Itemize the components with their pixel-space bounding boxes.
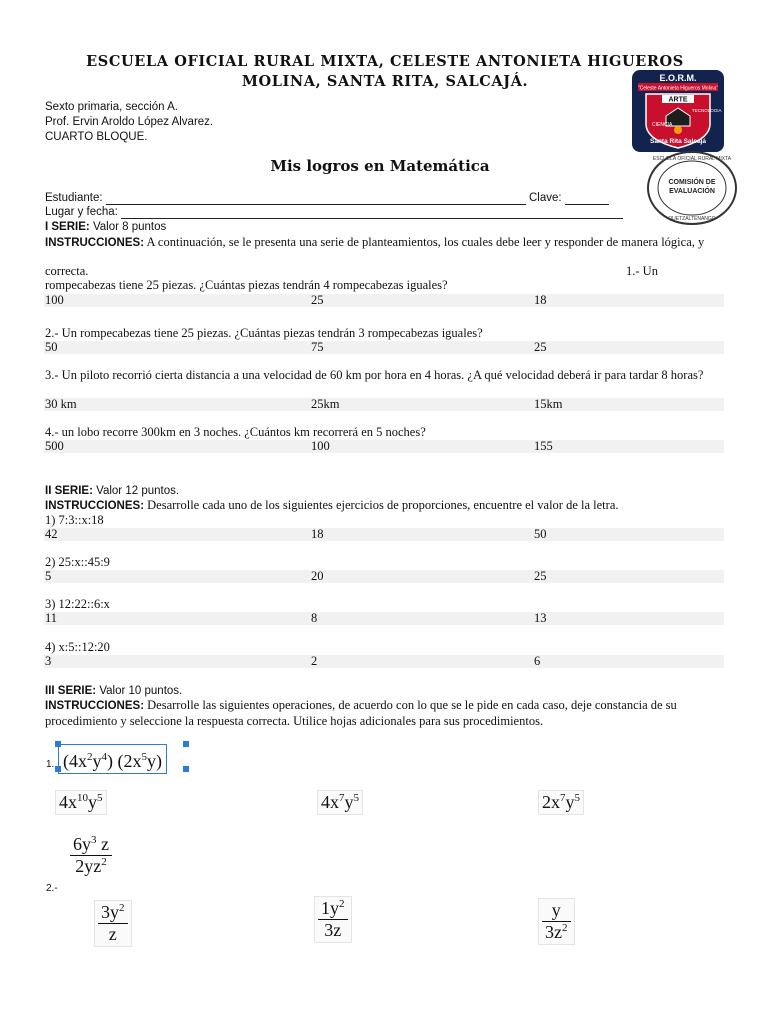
q3-option-a[interactable]: 30 km — [45, 397, 77, 411]
student-name-field[interactable] — [106, 194, 526, 205]
q1-option-c[interactable]: 18 — [534, 293, 547, 307]
stamp-ring-text: ESCUELA OFICIAL RURAL MIXTA — [652, 156, 732, 162]
q4-option-b[interactable]: 100 — [311, 439, 330, 453]
logo-right-text: TECNOLOGIA — [692, 108, 722, 113]
p1-option-a[interactable]: 42 — [45, 527, 58, 541]
place-row — [45, 205, 645, 219]
question1-prefix: 1.- Un — [626, 264, 658, 278]
serie3-heading: III SERIE: Valor 10 puntos. — [45, 685, 183, 697]
proportion1-text: 1) 7:3::x:18 — [45, 513, 104, 527]
proportion3-text: 3) 12:22::6:x — [45, 597, 110, 611]
clave-field[interactable] — [565, 194, 609, 205]
e2-option-b[interactable]: $\frac{1y^2}{3z}$ — [314, 896, 352, 943]
serie1-heading: I SERIE: Valor 8 puntos — [45, 221, 167, 233]
selection-handle-bl[interactable] — [55, 766, 61, 772]
logo-left-text: CIENCIA — [652, 122, 673, 128]
grade-line: Sexto primaria, sección A. — [45, 101, 178, 113]
q3-option-c[interactable]: 15km — [534, 397, 563, 411]
q2-option-a[interactable]: 50 — [45, 340, 58, 354]
question1-text: rompecabezas tiene 25 piezas. ¿Cuántas piezas tendrán 4 rompecabezas iguales? — [45, 278, 448, 292]
serie1-instructions-cont: correcta. — [45, 264, 89, 278]
e1-option-a[interactable]: $4x^{10}y^5$ — [55, 790, 107, 815]
e1-option-c[interactable]: $2x^7y^5$ — [538, 790, 584, 815]
p3-option-a[interactable]: 11 — [45, 611, 58, 625]
proportion2-text: 2) 25:x::45:9 — [45, 555, 110, 569]
q4-option-a[interactable]: 500 — [45, 439, 64, 453]
exercise2-label: 2.- — [46, 883, 58, 894]
block-line: CUARTO BLOQUE. — [45, 131, 148, 143]
q2-option-c[interactable]: 25 — [534, 340, 547, 354]
selection-handle-tr[interactable] — [183, 741, 189, 747]
p1-option-b[interactable]: 18 — [311, 527, 324, 541]
serie1-instructions: INSTRUCCIONES: A continuación, se le presenta una serie de planteamientos, los cuales debe leer y responder de manera lógica, y — [45, 235, 705, 249]
e2-option-a[interactable]: $\frac{3y^2}{z}$ — [94, 900, 132, 947]
selection-handle-br[interactable] — [183, 766, 189, 772]
p4-option-a[interactable]: 3 — [45, 654, 52, 668]
p4-option-b[interactable]: 2 — [311, 654, 318, 668]
stamp-center-text1: COMISIÓN DE — [668, 179, 716, 186]
evaluation-stamp — [646, 150, 738, 226]
p2-option-b[interactable]: 20 — [311, 569, 324, 583]
place-date-field[interactable] — [121, 208, 623, 219]
q2-option-b[interactable]: 75 — [311, 340, 324, 354]
proportion4-text: 4) x:5::12:20 — [45, 640, 110, 654]
teacher-line: Prof. Ervin Aroldo López Alvarez. — [45, 116, 214, 128]
school-logo — [632, 70, 724, 152]
logo-top-text: E.O.R.M. — [659, 73, 697, 83]
q3-option-b[interactable]: 25km — [311, 397, 340, 411]
student-label: Estudiante: — [45, 192, 103, 204]
logo-bottom-text: Santa Rita Salcajá — [650, 138, 706, 145]
question2-text: 2.- Un rompecabezas tiene 25 piezas. ¿Cuántas piezas tendrán 3 rompecabezas iguales? — [45, 326, 483, 340]
serie2-instructions: INSTRUCCIONES: Desarrolle cada uno de los siguientes ejercicios de proporciones, encuentre el valor de la letra. — [45, 498, 619, 512]
q4-option-c[interactable]: 155 — [534, 439, 553, 453]
p2-option-c[interactable]: 25 — [534, 569, 547, 583]
page-title: Mis logros en Matemática — [270, 157, 490, 175]
p3-option-c[interactable]: 13 — [534, 611, 547, 625]
serie2-heading: II SERIE: Valor 12 puntos. — [45, 485, 180, 497]
selection-handle-tl[interactable] — [55, 741, 61, 747]
q1-option-b[interactable]: 25 — [311, 293, 324, 307]
e1-option-b[interactable]: $4x^7y^5$ — [317, 790, 363, 815]
q1-option-a[interactable]: 100 — [45, 293, 64, 307]
p1-option-c[interactable]: 50 — [534, 527, 547, 541]
student-row — [45, 191, 645, 205]
question4-text: 4.- un lobo recorre 300km en 3 noches. ¿Cuántos km recorrerá en 5 noches? — [45, 425, 426, 439]
question3-text: 3.- Un piloto recorrió cierta distancia a una velocidad de 60 km por hora en 4 horas. ¿A qué velocidad deberá ir para tardar 8 horas? — [45, 368, 704, 382]
e2-option-c[interactable]: $\frac{y}{3z^2}$ — [538, 898, 575, 945]
p3-option-b[interactable]: 8 — [311, 611, 318, 625]
exercise1-expression: $(4x^2y^4)$ $(2x^5y)$ — [58, 744, 167, 774]
school-name-line2: MOLINA, SANTA RITA, SALCAJÁ. — [241, 73, 529, 90]
stamp-center-text2: EVALUACIÓN — [669, 188, 715, 195]
clave-label: Clave: — [528, 192, 562, 204]
stamp-bottom-text: QUETZALTENANGO — [668, 216, 716, 222]
p2-option-a[interactable]: 5 — [45, 569, 52, 583]
serie3-instructions: INSTRUCCIONES: Desarrolle las siguientes operaciones, de acuerdo con lo que se le pide en cada caso, deje constancia de su procedimiento y seleccione la respuesta correcta. Utilice hojas adicionales para sus procedimientos. — [45, 698, 677, 728]
exercise1-label: 1. — [46, 759, 55, 770]
place-label: Lugar y fecha: — [45, 206, 118, 218]
p4-option-c[interactable]: 6 — [534, 654, 541, 668]
logo-ribbon-text: "Celeste Antonieta Higueros Molina" — [637, 85, 719, 92]
logo-center-text: ARTE — [668, 96, 688, 104]
school-name-line1: ESCUELA OFICIAL RURAL MIXTA, CELESTE ANTONIETA HIGUEROS — [86, 53, 684, 70]
exercise2-expression: $\frac{6y^3 z}{2yz^2}$ — [70, 834, 112, 877]
